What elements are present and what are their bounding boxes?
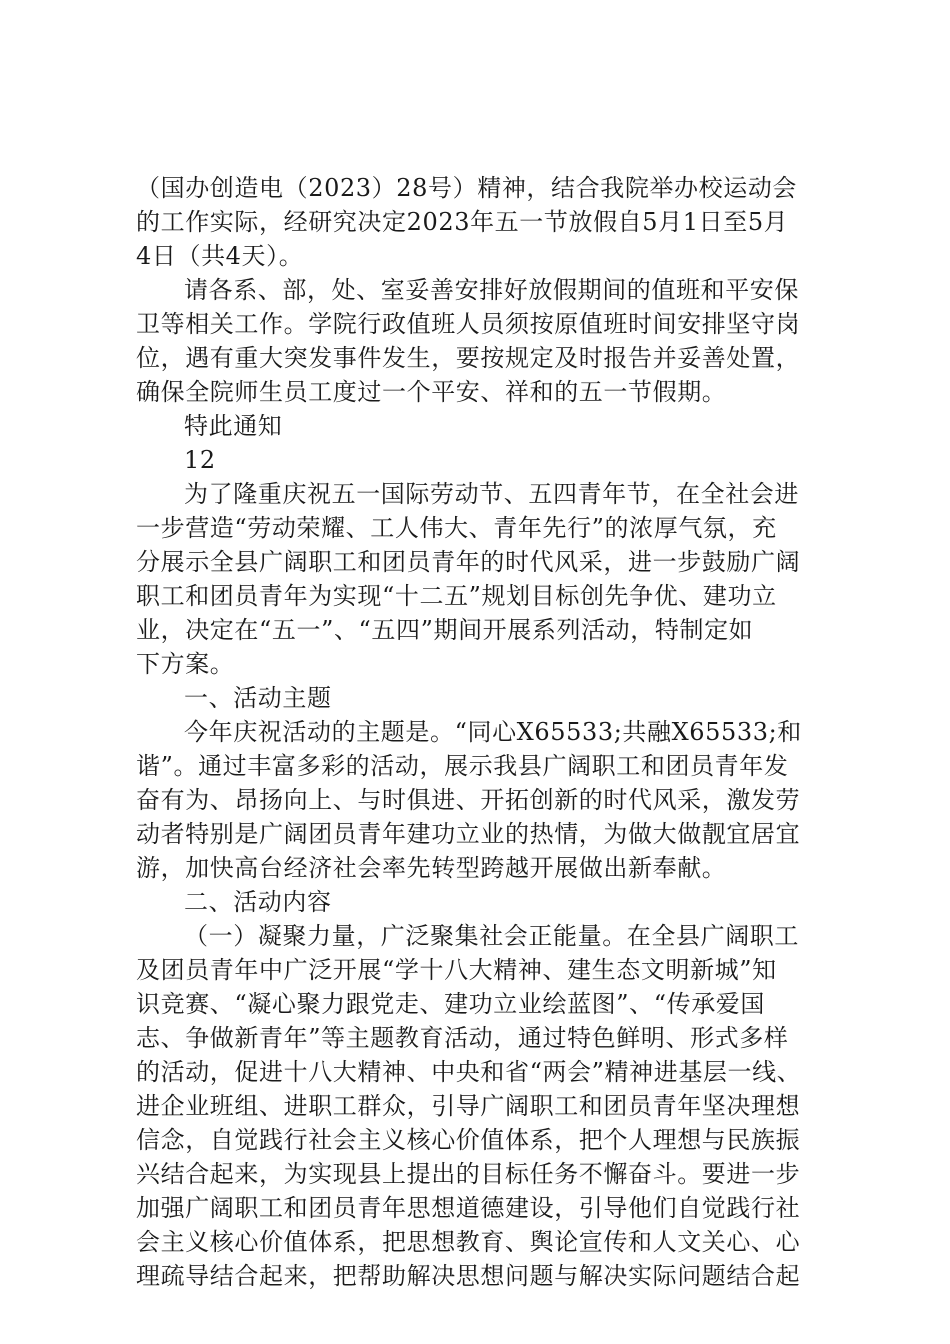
text-line-7: 确保全院师生员工度过一个平安、祥和的五一节假期。 (136, 378, 727, 406)
text-line-18: 谐”。通过丰富多彩的活动，展示我县广阔职工和团员青年发 (136, 752, 789, 780)
text-line-24: 及团员青年中广泛开展“学十八大精神、建生态文明新城”知 (136, 956, 777, 984)
text-line-3: 4日（共4天）。 (136, 242, 304, 270)
text-line-30: 兴结合起来，为实现县上提出的目标任务不懈奋斗。要进一步 (136, 1160, 801, 1188)
text-line-23: （一）凝聚力量，广泛聚集社会正能量。在全县广阔职工 (184, 922, 799, 950)
text-line-10: 为了隆重庆祝五一国际劳动节、五四青年节，在全社会进 (184, 480, 799, 508)
text-line-33: 理疏导结合起来，把帮助解决思想问题与解决实际问题结合起 (136, 1262, 801, 1290)
text-line-22: 二、活动内容 (184, 888, 332, 916)
text-line-31: 加强广阔职工和团员青年思想道德建设，引导他们自觉践行社 (136, 1194, 801, 1222)
text-line-20: 动者特别是广阔团员青年建功立业的热情，为做大做靓宜居宜 (136, 820, 801, 848)
text-line-4: 请各系、部，处、室妥善安排好放假期间的值班和平安保 (184, 276, 799, 304)
text-line-1: （国办创造电（2023）28号）精神，结合我院举办校运动会 (136, 174, 798, 202)
text-line-16: 一、活动主题 (184, 684, 332, 712)
text-line-25: 识竞赛、“凝心聚力跟党走、建功立业绘蓝图”、“传承爱国 (136, 990, 766, 1018)
text-line-13: 职工和团员青年为实现“十二五”规划目标创先争优、建功立 (136, 582, 777, 610)
text-line-5: 卫等相关工作。学院行政值班人员须按原值班时间安排坚守岗 (136, 310, 801, 338)
text-line-26: 志、争做新青年”等主题教育活动，通过特色鲜明、形式多样 (136, 1024, 789, 1052)
text-line-17: 今年庆祝活动的主题是。“同心X65533;共融X65533;和 (184, 718, 802, 746)
text-line-15: 下方案。 (136, 650, 235, 678)
text-line-12: 分展示全县广阔职工和团员青年的时代风采，进一步鼓励广阔 (136, 548, 801, 576)
text-line-9: 12 (184, 446, 216, 474)
text-line-2: 的工作实际，经研究决定2023年五一节放假自5月1日至5月 (136, 208, 789, 236)
text-line-8: 特此通知 (184, 412, 283, 440)
text-line-28: 进企业班组、进职工群众，引导广阔职工和团员青年坚决理想 (136, 1092, 801, 1120)
text-line-6: 位，遇有重大突发事件发生，要按规定及时报告并妥善处置， (136, 344, 801, 372)
text-line-21: 游，加快高台经济社会率先转型跨越开展做出新奉献。 (136, 854, 727, 882)
text-line-14: 业，决定在“五一”、“五四”期间开展系列活动，特制定如 (136, 616, 754, 644)
text-line-32: 会主义核心价值体系，把思想教育、舆论宣传和人文关心、心 (136, 1228, 801, 1256)
text-line-19: 奋有为、昂扬向上、与时俱进、开拓创新的时代风采，激发劳 (136, 786, 801, 814)
text-line-27: 的活动，促进十八大精神、中央和省“两会”精神进基层一线、 (136, 1058, 802, 1086)
text-line-11: 一步营造“劳动荣耀、工人伟大、青年先行”的浓厚气氛，充 (136, 514, 777, 542)
text-line-29: 信念，自觉践行社会主义核心价值体系，把个人理想与民族振 (136, 1126, 801, 1154)
